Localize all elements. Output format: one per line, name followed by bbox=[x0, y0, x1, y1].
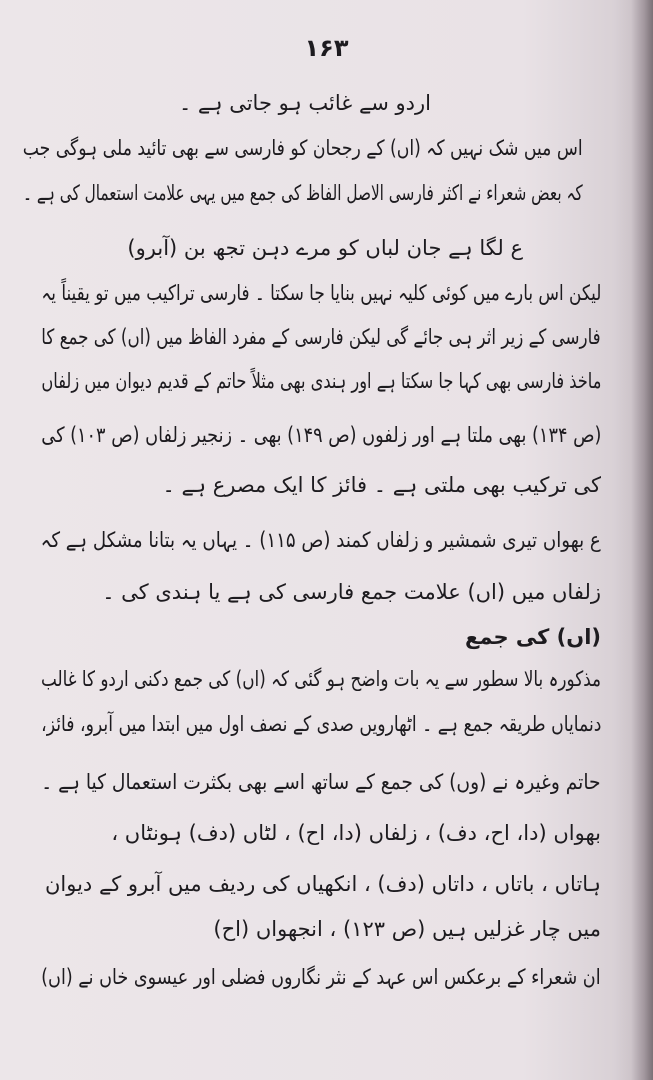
text-line-7: ماخذ فارسی بھی کہا جا سکتا ہے اور ہندی بھی مثلاً حاتم کے قدیم دیوان میں زلفاں bbox=[40, 369, 601, 393]
section-heading: (اں) کی جمع bbox=[465, 625, 601, 649]
text-line-13: مذکورہ بالا سطور سے یہ بات واضح ہو گئی کہ (اں) کی جمع دکنی اردو کا غالب bbox=[40, 667, 601, 691]
verse-line-faiz: ع بھواں تیری شمشیر و زلفاں کمند (ص ۱۱۵) ۔ یہاں یہ بتانا مشکل ہے کہ bbox=[40, 528, 601, 552]
text-line-15: حاتم وغیرہ نے (وں) کی جمع کے ساتھ اسے بھی بکثرت استعمال کیا ہے ۔ bbox=[41, 770, 601, 794]
verse-line-abru: ع لگا ہے جان لباں کو مرے دہن تجھ بن (آبرو) bbox=[127, 236, 523, 260]
text-line-2: اس میں شک نہیں کہ (اں) کے رجحان کو فارسی سے بھی تائید ملی ہوگی جب bbox=[23, 136, 583, 160]
text-line-16: بھواں (دا، اح، دف) ، زلفاں (دا، اح) ، لٹاں (دف) ہونٹاں ، bbox=[111, 821, 601, 845]
text-line-6: فارسی کے زیر اثر ہی جائے گی لیکن فارسی کے مفرد الفاظ میں (اں) کی جمع کا bbox=[41, 325, 601, 349]
text-line-9: کی ترکیب بھی ملتی ہے ۔ فائز کا ایک مصرع ہے ۔ bbox=[162, 473, 601, 497]
page-number: ۱۶۳ bbox=[304, 34, 349, 62]
text-line-19: ان شعراء کے برعکس اس عہد کے نثر نگاروں فضلی اور عیسوی خاں نے (اں) bbox=[41, 965, 601, 989]
text-line-18: میں چار غزلیں ہیں (ص ۱۲۳) ، انجھواں (اح) bbox=[213, 917, 601, 941]
text-line-11: زلفاں میں (اں) علامت جمع فارسی کی ہے یا ہندی کی ۔ bbox=[102, 580, 601, 604]
text-line-17: ہاتاں ، باتاں ، داتاں (دف) ، انکھیاں کی ردیف میں آبرو کے دیوان bbox=[44, 872, 601, 896]
text-line-14: دنمایاں طریقہ جمع ہے ۔ اٹھارویں صدی کے نصف اول میں ابتدا میں آبرو، فائز، bbox=[40, 712, 601, 736]
text-line-8: (ص ۱۳۴) بھی ملتا ہے اور زلفوں (ص ۱۴۹) بھی ۔ زنجیر زلفاں (ص ۱۰۳) کی bbox=[40, 423, 601, 447]
text-line-1: اردو سے غائب ہو جاتی ہے ۔ bbox=[178, 91, 431, 115]
text-line-3: کہ بعض شعراء نے اکثر فارسی الاصل الفاظ کی جمع میں یہی علامت استعمال کی ہے ۔ bbox=[23, 181, 583, 205]
book-spine-shadow bbox=[631, 0, 653, 1080]
text-line-5: لیکن اس بارے میں کوئی کلیہ نہیں بنایا جا سکتا ۔ فارسی تراکیب میں تو یقیناً یہ bbox=[40, 281, 601, 305]
